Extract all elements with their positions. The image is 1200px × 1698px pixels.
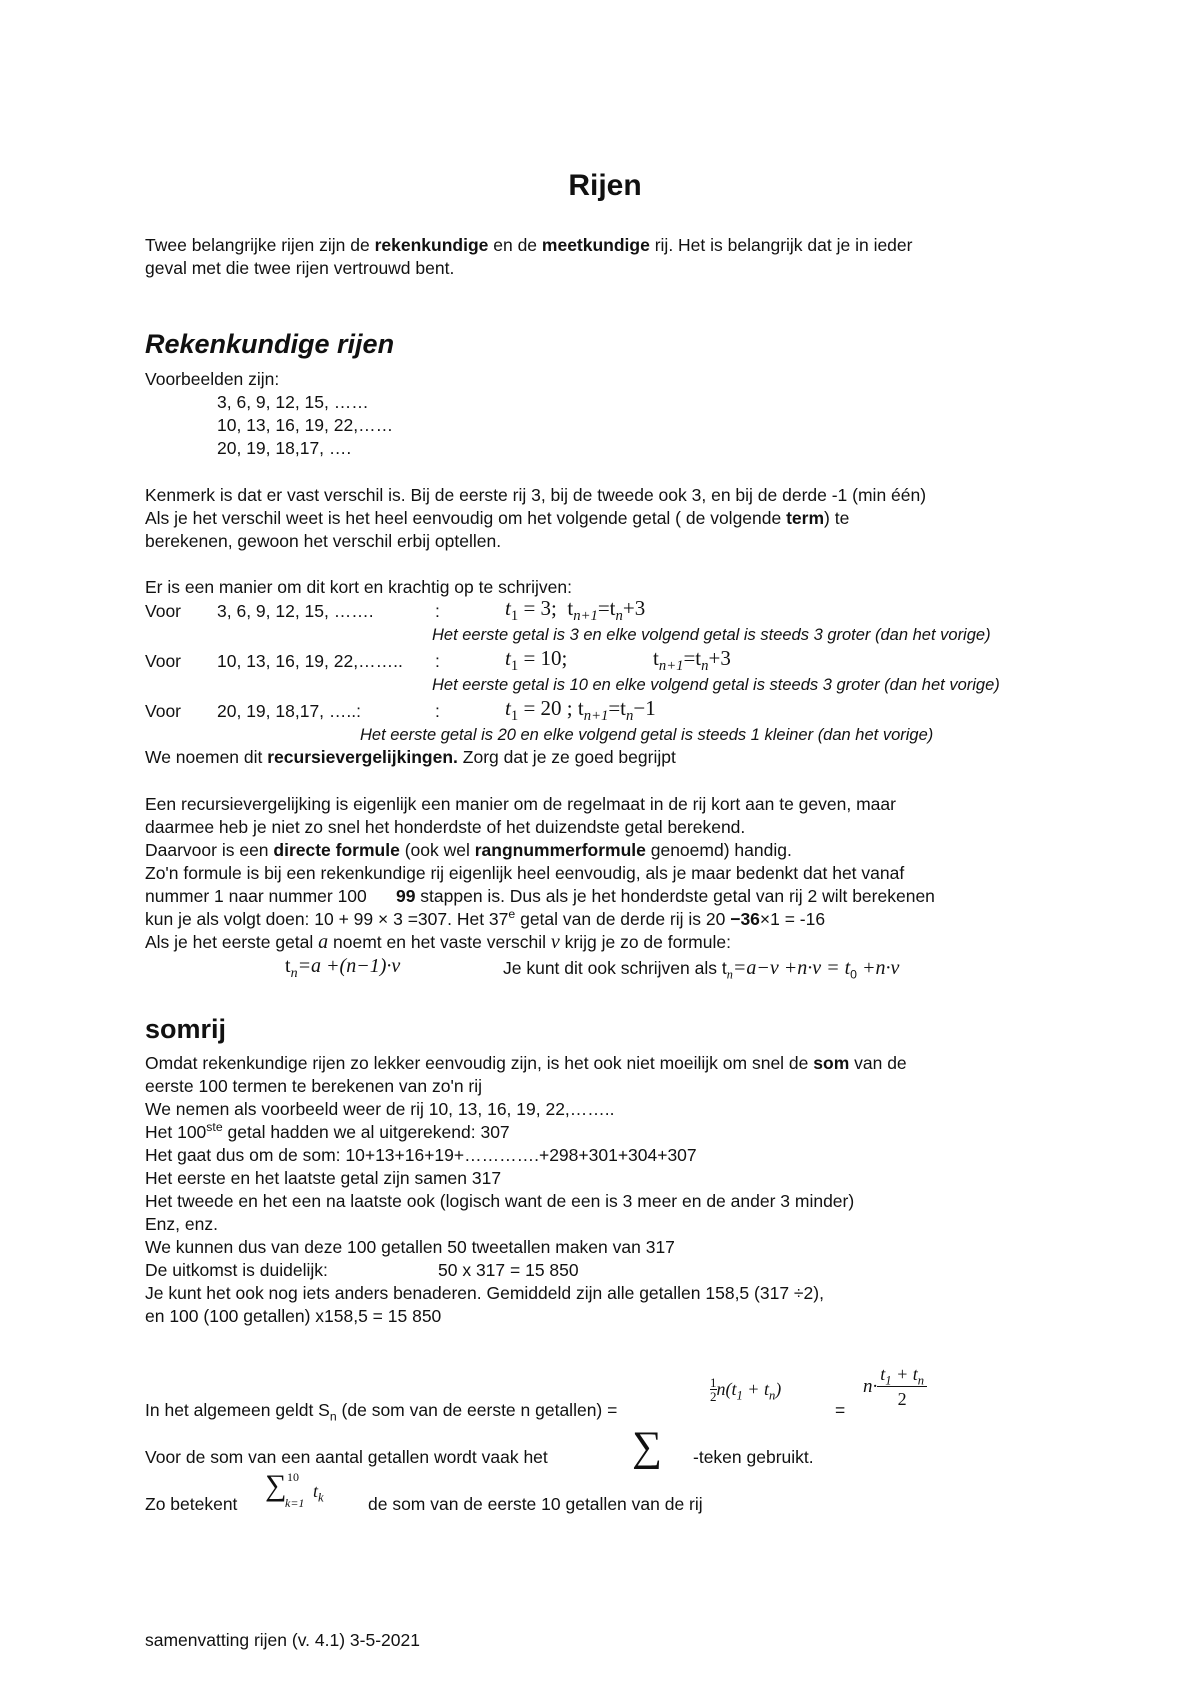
somrij-line-11: Je kunt het ook nog iets anders benaderen. Gemiddeld zijn alle getallen 158,5 (317 ÷2), [145, 1283, 824, 1303]
sum-formula-fraction: n· $\frac{t_1 + t_n}{2}$ [863, 1362, 927, 1411]
kenmerk-line-1: Kenmerk is dat er vast verschil is. Bij de eerste rij 3, bij de tweede ook 3, en bij de derde -1 (min één) [145, 485, 927, 505]
intro-line-2: geval met die twee rijen vertrouwd bent. [145, 258, 455, 278]
section-heading-rekenkundige: Rekenkundige rijen [145, 329, 395, 359]
paragraph-a-line-2: daarmee heb je niet zo snel het honderdste of het duizendste getal berekend. [145, 817, 746, 837]
row-colon-2: : [435, 651, 440, 671]
row-note-2: Het eerste getal is 10 en elke volgend getal is steeds 3 groter (dan het vorige) [432, 676, 1000, 694]
section-heading-somrij: somrij [145, 1014, 227, 1044]
row-formula-1: $t_1 = 3$; $t_{n+1}=t_n+3$ [505, 596, 646, 625]
voor-label-3: Voor [145, 701, 181, 721]
paragraph-f: Als je het eerste getal a noemt en het vaste verschil v krijg je zo de formule: [145, 931, 731, 953]
row-note-3: Het eerste getal is 20 en elke volgend getal is steeds 1 kleiner (dan het vorige) [360, 726, 934, 744]
example-sequence-1: 3, 6, 9, 12, 15, …… [217, 392, 369, 412]
somrij-line-6: Het eerste en het laatste getal zijn samen 317 [145, 1168, 502, 1188]
manier-line: Er is een manier om dit kort en krachtig op te schrijven: [145, 577, 572, 597]
somrij-line-8: Enz, enz. [145, 1214, 218, 1234]
direct-formula: $t_n=a +(n-1)\cdot v$ [285, 955, 401, 981]
row-colon-1: : [435, 601, 440, 621]
kenmerk-line-2: Als je het verschil weet is het heel eenvoudig om het volgende getal ( de volgende term) te [145, 508, 850, 528]
paragraph-c: Zo'n formule is bij een rekenkundige rij eigenlijk heel eenvoudig, als je maar bedenkt dat het vanaf [145, 863, 905, 883]
row-formula-3: $t_1 = 20$ ; $t_{n+1}=t_n-1$ [505, 696, 656, 725]
sigma-icon: ∑ [632, 1424, 662, 1470]
recursie-line: We noemen dit recursievergelijkingen. Zorg dat je ze goed begrijpt [145, 747, 676, 767]
direct-formula-alt: Je kunt dit ook schrijven als $t_n=a-v +n\cdot v = t_0 +n\cdot v$ [503, 957, 900, 982]
paragraph-b: Daarvoor is een directe formule (ook wel rangnummerformule genoemd) handig. [145, 840, 792, 860]
voor-label-1: Voor [145, 601, 181, 621]
paragraph-a-line-1: Een recursievergelijking is eigenlijk een manier om de regelmaat in de rij kort aan te geven, maar [145, 794, 896, 814]
sum-equals: = [835, 1400, 846, 1420]
sigma-line-text-b: -teken gebruikt. [693, 1447, 814, 1467]
example-sequence-2: 10, 13, 16, 19, 22,…… [217, 415, 394, 435]
example-sequence-3: 20, 19, 18,17, …. [217, 438, 352, 458]
row-note-1: Het eerste getal is 3 en elke volgend getal is steeds 3 groter (dan het vorige) [432, 626, 991, 644]
somrij-line-12: en 100 (100 getallen) x158,5 = 15 850 [145, 1306, 442, 1326]
page-title: Rijen [568, 169, 642, 202]
somrij-line-4: Het 100ste getal hadden we al uitgerekend: 307 [145, 1120, 510, 1142]
footer: samenvatting rijen (v. 4.1) 3-5-2021 [145, 1630, 420, 1650]
row-sequence-1: 3, 6, 9, 12, 15, ……. [217, 601, 374, 621]
general-sum-line: In het algemeen geldt $S_n$ (de som van de eerste n getallen) = [145, 1400, 618, 1424]
somrij-line-7: Het tweede en het een na laatste ook (logisch want de een is 3 meer en de ander 3 minder) [145, 1191, 855, 1211]
row-sequence-2: 10, 13, 16, 19, 22,…….. [217, 651, 403, 671]
intro-line-1: Twee belangrijke rijen zijn de rekenkundige en de meetkundige rij. Het is belangrijk dat je in ieder [145, 235, 913, 255]
paragraph-d: nummer 1 naar nummer 100 99 stappen is. Dus als je het honderdste getal van rij 2 wilt berekenen [145, 886, 935, 906]
kenmerk-line-3: berekenen, gewoon het verschil erbij optellen. [145, 531, 502, 551]
somrij-line-3: We nemen als voorbeeld weer de rij 10, 13, 16, 19, 22,…….. [145, 1099, 615, 1119]
row-recursion-2: $t_{n+1}=t_n+3$ [653, 646, 731, 675]
somrij-line-9: We kunnen dus van deze 100 getallen 50 tweetallen maken van 317 [145, 1237, 675, 1257]
examples-label: Voorbeelden zijn: [145, 369, 280, 389]
zo-betekent-text: de som van de eerste 10 getallen van de rij [368, 1494, 703, 1514]
somrij-line-10-value: 50 x 317 = 15 850 [438, 1260, 579, 1280]
somrij-line-1: Omdat rekenkundige rijen zo lekker eenvoudig zijn, is het ook niet moeilijk om snel de som van de [145, 1053, 907, 1073]
sum-formula-half: $\frac{1}{2}$ $n(t_1 + t_n)$ [710, 1375, 782, 1404]
zo-betekent-label: Zo betekent [145, 1494, 238, 1514]
row-colon-3: : [435, 701, 440, 721]
somrij-line-10-label: De uitkomst is duidelijk: [145, 1260, 328, 1280]
row-sequence-3: 20, 19, 18,17, …..: [217, 701, 361, 721]
voor-label-2: Voor [145, 651, 181, 671]
row-formula-2: $t_1 = 10$; [505, 646, 568, 675]
sigma-line-text-a: Voor de som van een aantal getallen wordt vaak het [145, 1447, 548, 1467]
somrij-line-5: Het gaat dus om de som: 10+13+16+19+………….+298+301+304+307 [145, 1145, 697, 1165]
somrij-line-2: eerste 100 termen te berekenen van zo'n rij [145, 1076, 483, 1096]
paragraph-e: kun je als volgt doen: 10 + 99 × 3 =307. Het 37e getal van de derde rij is 20 −36×1 = -16 [145, 907, 826, 929]
